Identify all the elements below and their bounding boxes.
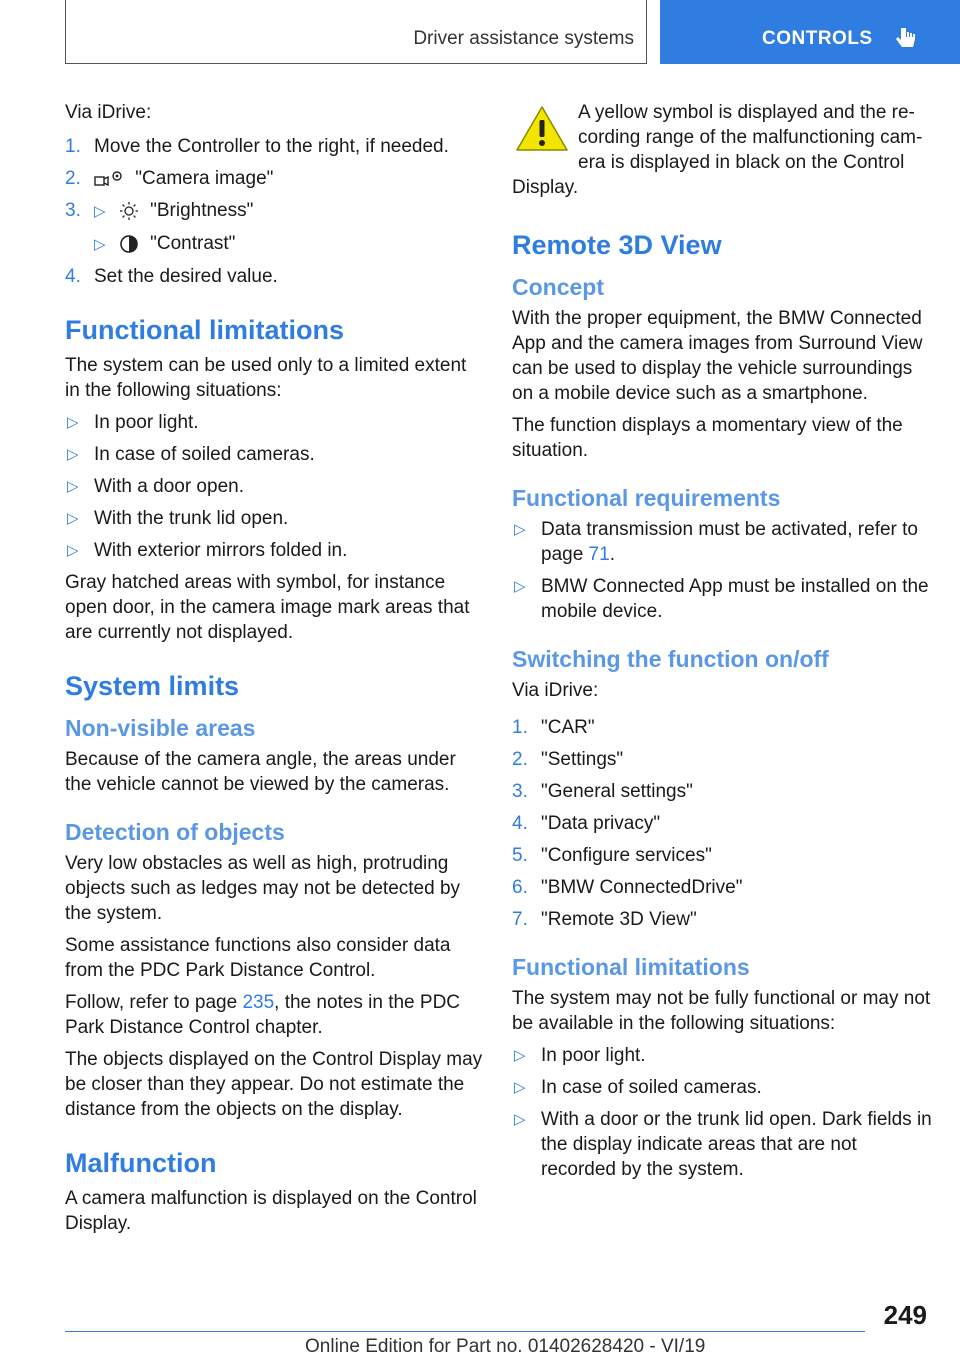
left-column — [65, 100, 483, 1243]
heading-malfunction: Malfunction — [65, 1148, 217, 1178]
step — [512, 875, 932, 900]
camera-settings-icon — [94, 169, 124, 189]
contrast-icon — [119, 234, 139, 254]
heading-functional-limitations: Functional limitations — [65, 315, 345, 345]
warning-line: A yellow symbol is displayed and the re- — [578, 102, 915, 123]
triangle-bullet-icon: ▷ — [514, 1079, 526, 1096]
footer-edition: Online Edition for Part no. 01402628420 - VI/19 — [305, 1336, 706, 1357]
list-item — [512, 1107, 932, 1182]
step-number: 2. — [65, 168, 81, 189]
step-text: "Brightness" — [150, 200, 254, 221]
list-item-text: In poor light. — [94, 412, 199, 433]
triangle-bullet-icon: ▷ — [514, 1111, 526, 1128]
footer-divider — [65, 1331, 865, 1332]
step-number: 1. — [65, 136, 81, 157]
list-item — [512, 1043, 932, 1068]
step — [512, 715, 932, 740]
brightness-icon — [119, 201, 139, 221]
paragraph: The system may not be fully functional or may not be available in the following situations: — [512, 988, 931, 1034]
step-text: "Contrast" — [150, 233, 236, 254]
step-number: 3. — [65, 200, 81, 221]
header-chapter-label: CONTROLS — [762, 28, 873, 49]
step-text: "BMW ConnectedDrive" — [541, 877, 743, 898]
warning-line: Display. — [512, 177, 579, 198]
step-text: "Settings" — [541, 749, 624, 770]
triangle-bullet-icon: ▷ — [67, 478, 79, 495]
list-item — [65, 442, 483, 467]
triangle-bullet-icon: ▷ — [94, 236, 106, 253]
paragraph: Some assistance functions also consider data from the PDC Park Distance Control. — [65, 935, 451, 981]
step-text: "CAR" — [541, 717, 595, 738]
right-column — [512, 100, 932, 1189]
heading-non-visible-areas: Non-visible areas — [65, 715, 256, 741]
paragraph: Because of the camera angle, the areas under the vehicle cannot be viewed by the cameras. — [65, 749, 456, 795]
step-1 — [65, 134, 483, 159]
step-number: 5. — [512, 845, 528, 866]
header-section-title: Driver assistance systems — [413, 28, 634, 49]
list-item-text: With a door open. — [94, 476, 244, 497]
step-text: "Data privacy" — [541, 813, 661, 834]
list-item — [65, 538, 483, 563]
step-text: Set the desired value. — [94, 266, 278, 287]
text: , the notes in the PDC Park Distance Control chapter. — [65, 992, 461, 1038]
heading-switching-function: Switching the function on/off — [512, 646, 829, 672]
list-item-text: BMW Connected App must be installed on the mobile device. — [541, 576, 929, 622]
step-number: 1. — [512, 717, 528, 738]
list-item-text: With exterior mirrors folded in. — [94, 540, 348, 561]
paragraph: With the proper equipment, the BMW Connected App and the camera images from Surround View can be used to display the vehicle surroundings on a mobile device such as a smartphone. — [512, 308, 923, 404]
warning-line: cording range of the malfunctioning cam- — [578, 127, 923, 148]
step — [512, 779, 932, 804]
step-number: 4. — [65, 266, 81, 287]
step-text: Move the Controller to the right, if needed. — [94, 136, 449, 157]
list-item — [512, 574, 932, 624]
step-number: 7. — [512, 909, 528, 930]
list-item — [65, 474, 483, 499]
step-number: 3. — [512, 781, 528, 802]
step-3 — [65, 198, 483, 224]
paragraph: Very low obstacles as well as high, protruding objects such as ledges may not be detected by the system. — [65, 853, 461, 924]
paragraph: The system can be used only to a limited extent in the following situations: — [65, 355, 467, 401]
heading-concept: Concept — [512, 274, 604, 300]
step-2 — [65, 166, 483, 191]
step-3b — [65, 231, 483, 257]
paragraph — [65, 990, 483, 1040]
heading-remote-3d-view: Remote 3D View — [512, 230, 722, 260]
step — [512, 907, 932, 932]
list-item-text: In case of soiled cameras. — [94, 444, 315, 465]
paragraph: The function displays a momentary view of the situation. — [512, 415, 903, 461]
warning-line: era is displayed in black on the Control — [578, 152, 905, 173]
list-item-text: With the trunk lid open. — [94, 508, 289, 529]
step — [512, 811, 932, 836]
step-text: "General settings" — [541, 781, 693, 802]
step — [512, 843, 932, 868]
step-text: "Camera image" — [135, 168, 274, 189]
step-number: 4. — [512, 813, 528, 834]
triangle-bullet-icon: ▷ — [514, 521, 526, 538]
paragraph: The objects displayed on the Control Display may be closer than they appear. Do not estimate the distance from the objects on the display. — [65, 1049, 483, 1120]
paragraph: A camera malfunction is displayed on the Control Display. — [65, 1188, 477, 1234]
triangle-bullet-icon: ▷ — [67, 510, 79, 527]
triangle-bullet-icon: ▷ — [94, 203, 106, 220]
via-idrive-label: Via iDrive: — [65, 102, 152, 123]
text: . — [609, 544, 615, 565]
heading-functional-limitations-remote: Functional limitations — [512, 954, 750, 980]
triangle-bullet-icon: ▷ — [514, 578, 526, 595]
heading-system-limits: System limits — [65, 671, 240, 701]
step-number: 6. — [512, 877, 528, 898]
paragraph: Gray hatched areas with symbol, for instance open door, in the camera image mark areas that are currently not displayed. — [65, 572, 470, 643]
list-item — [512, 1075, 932, 1100]
header-section-box — [65, 0, 647, 64]
warning-note — [512, 100, 932, 200]
warning-triangle-icon — [514, 104, 570, 154]
step-text: "Remote 3D View" — [541, 909, 697, 930]
list-item — [65, 506, 483, 531]
page-number: 249 — [883, 1300, 927, 1330]
list-item — [512, 517, 932, 567]
heading-detection-of-objects: Detection of objects — [65, 819, 285, 845]
triangle-bullet-icon: ▷ — [67, 542, 79, 559]
list-item-text: In case of soiled cameras. — [541, 1077, 762, 1098]
page-link-235[interactable]: 235 — [242, 992, 275, 1013]
via-idrive-label: Via iDrive: — [512, 680, 599, 701]
warning-text — [512, 100, 932, 200]
step — [512, 747, 932, 772]
step-text: "Configure services" — [541, 845, 712, 866]
heading-functional-requirements: Functional requirements — [512, 485, 781, 511]
pointing-hand-icon — [895, 26, 919, 54]
page-link-71[interactable]: 71 — [588, 544, 610, 565]
triangle-bullet-icon: ▷ — [67, 414, 79, 431]
text: Follow, refer to page — [65, 992, 243, 1013]
list-item-text: In poor light. — [541, 1045, 646, 1066]
step-number: 2. — [512, 749, 528, 770]
list-item-text: With a door or the trunk lid open. Dark fields in the display indicate areas that are not recorded by the system. — [541, 1109, 932, 1180]
triangle-bullet-icon: ▷ — [67, 446, 79, 463]
triangle-bullet-icon: ▷ — [514, 1047, 526, 1064]
list-item-text: Data transmission must be activated, refer to page — [541, 519, 918, 565]
step-4 — [65, 264, 483, 289]
header-chapter-tab[interactable] — [660, 0, 960, 64]
list-item — [65, 410, 483, 435]
